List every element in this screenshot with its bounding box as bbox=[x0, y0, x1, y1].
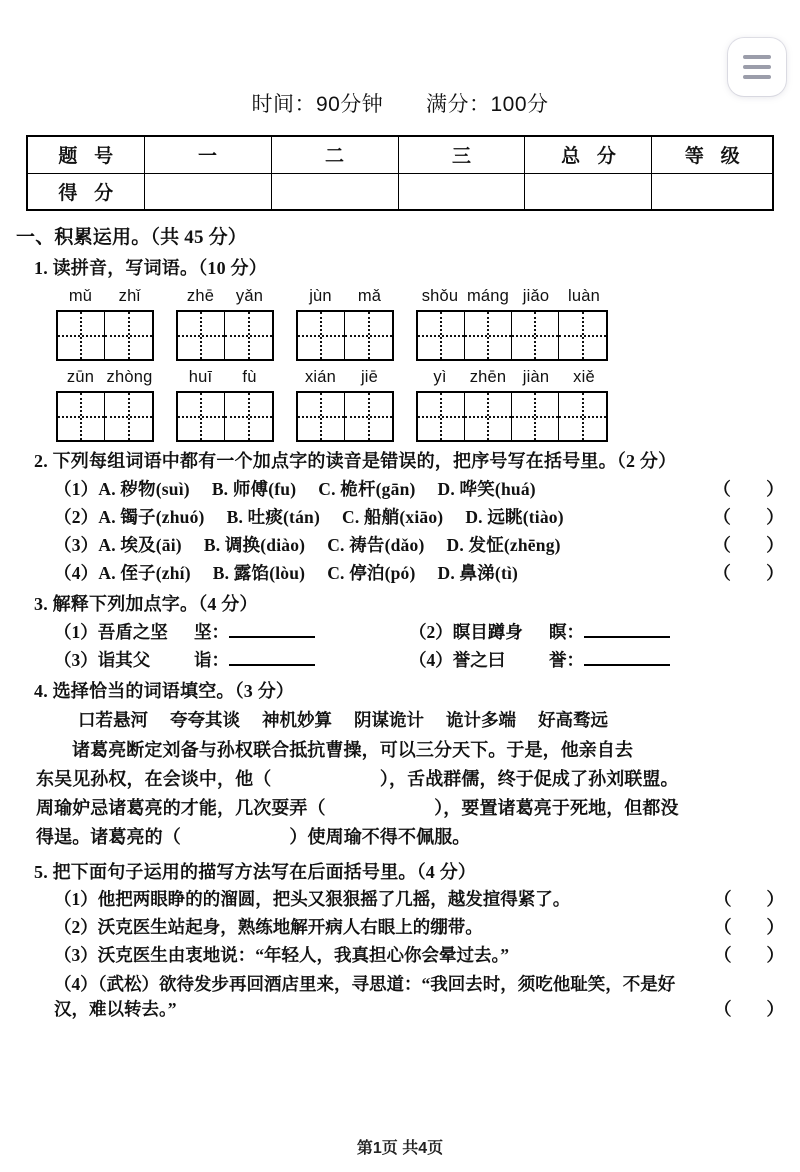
explain-item bbox=[409, 647, 764, 672]
sentence-item bbox=[54, 887, 784, 912]
choice-option[interactable]: C. 桅杆(gān) bbox=[318, 479, 416, 499]
pinyin-word-group bbox=[176, 368, 274, 442]
hamburger-menu-icon bbox=[743, 65, 771, 69]
table-row bbox=[27, 136, 773, 173]
score-table bbox=[26, 135, 774, 211]
explain-row bbox=[54, 619, 784, 644]
answer-parenthesis[interactable]: （ ） bbox=[714, 917, 784, 937]
pinyin-syllable: yì bbox=[433, 368, 447, 386]
question-5-items bbox=[16, 887, 784, 1023]
character-grid[interactable] bbox=[56, 391, 154, 442]
score-cell-grade[interactable] bbox=[652, 173, 773, 210]
character-grid-cell[interactable] bbox=[418, 393, 465, 440]
pinyin-label bbox=[56, 368, 154, 387]
explain-phrase: （1）吾盾之坚 bbox=[54, 622, 168, 642]
character-grid[interactable] bbox=[56, 310, 154, 361]
choice-line bbox=[54, 560, 784, 585]
choice-option[interactable]: B. 露馅(lòu) bbox=[212, 563, 306, 583]
answer-blank[interactable] bbox=[584, 649, 670, 666]
choice-option[interactable]: B. 吐痰(tán) bbox=[226, 507, 320, 527]
item-number: （1） bbox=[54, 888, 98, 909]
score-table-header-3: 三 bbox=[398, 136, 525, 173]
score-cell-total[interactable] bbox=[525, 173, 652, 210]
sentence-item bbox=[54, 943, 784, 968]
passage-text: 诸葛亮断定刘备与孙权联合抵抗曹操，可以三分天下。于是，他亲自去 bbox=[72, 740, 634, 760]
answer-parenthesis[interactable]: （ ） bbox=[713, 535, 784, 555]
choice-option[interactable]: A. 侄子(zhí) bbox=[98, 563, 191, 583]
score-table-row-label: 得 分 bbox=[27, 173, 144, 210]
pinyin-row bbox=[16, 287, 784, 361]
character-grid-cell[interactable] bbox=[559, 312, 606, 359]
answer-parenthesis[interactable]: （ ） bbox=[713, 479, 784, 499]
question-4-title: 4. 选择恰当的词语填空。（3 分） bbox=[34, 681, 295, 701]
pinyin-label bbox=[416, 287, 608, 306]
pinyin-row bbox=[16, 368, 784, 442]
question-3-items bbox=[16, 619, 784, 672]
character-grid-cell[interactable] bbox=[512, 393, 559, 440]
pinyin-word-group bbox=[56, 287, 154, 361]
choice-option[interactable]: D. 发怔(zhēng) bbox=[446, 535, 561, 555]
pinyin-syllable: fù bbox=[242, 368, 257, 386]
character-grid-cell[interactable] bbox=[512, 312, 559, 359]
pinyin-word-group bbox=[296, 368, 394, 442]
pinyin-label bbox=[56, 287, 154, 306]
pinyin-syllable: jiàn bbox=[522, 368, 550, 386]
pinyin-syllable: xián bbox=[304, 368, 337, 386]
choice-option[interactable]: D. 远眺(tiào) bbox=[465, 507, 564, 527]
character-grid[interactable] bbox=[296, 310, 394, 361]
table-row bbox=[27, 173, 773, 210]
sentence-item bbox=[54, 915, 784, 940]
pinyin-syllable: zhòng bbox=[106, 368, 153, 386]
choice-line bbox=[54, 504, 784, 529]
character-grid-cell[interactable] bbox=[298, 393, 345, 440]
word-bank-item[interactable]: 神机妙算 bbox=[262, 710, 332, 730]
word-bank-item[interactable]: 好高骛远 bbox=[538, 710, 608, 730]
character-grid-cell[interactable] bbox=[58, 312, 105, 359]
character-grid-cell[interactable] bbox=[465, 393, 512, 440]
pinyin-label bbox=[296, 287, 394, 306]
question-4-word-bank bbox=[78, 707, 784, 732]
choice-line bbox=[54, 532, 784, 557]
exam-time: 时间：90分钟 bbox=[251, 93, 384, 116]
question-1-title: 1. 读拼音，写词语。（10 分） bbox=[34, 258, 267, 278]
pinyin-word-group bbox=[416, 287, 608, 361]
passage-line: 周瑜妒忌诸葛亮的才能，几次耍弄（ ），要置诸葛亮于死地，但都没 bbox=[36, 798, 679, 819]
question-3-title: 3. 解释下列加点字。（4 分） bbox=[34, 594, 258, 614]
item-number: （2） bbox=[54, 917, 98, 937]
exam-meta-line bbox=[0, 0, 800, 118]
answer-blank[interactable] bbox=[229, 649, 315, 666]
choice-option[interactable]: D. 鼻涕(tì) bbox=[437, 563, 519, 583]
answer-parenthesis[interactable]: （ ） bbox=[713, 507, 784, 527]
pinyin-word-group bbox=[416, 368, 608, 442]
pinyin-word-group bbox=[296, 287, 394, 361]
score-table-header-total: 总 分 bbox=[525, 136, 652, 173]
character-grid-cell[interactable] bbox=[178, 312, 225, 359]
pinyin-syllable: zhēn bbox=[469, 368, 507, 386]
choice-option[interactable]: A. 埃及(āi) bbox=[98, 535, 182, 555]
character-grid-cell[interactable] bbox=[58, 393, 105, 440]
word-bank-item[interactable]: 诡计多端 bbox=[446, 710, 516, 730]
answer-parenthesis[interactable]: （ ） bbox=[714, 945, 784, 966]
sentence-text: 沃克医生由衷地说：“年轻人，我真担心你会晕过去。” bbox=[97, 945, 509, 966]
choice-option[interactable]: C. 祷告(dǎo) bbox=[327, 535, 425, 555]
item-number: （3） bbox=[54, 535, 99, 555]
pinyin-label bbox=[296, 368, 394, 387]
choice-option[interactable]: B. 师傅(fu) bbox=[211, 479, 297, 499]
pinyin-syllable: mǎ bbox=[357, 287, 382, 305]
choice-option[interactable]: D. 哗笑(huá) bbox=[437, 479, 536, 499]
explain-phrase: （3）诣其父 bbox=[54, 650, 151, 670]
choice-option[interactable]: A. 镯子(zhuó) bbox=[98, 507, 205, 527]
character-grid[interactable] bbox=[416, 310, 608, 361]
explain-phrase: （2）瞑目蹲身 bbox=[409, 622, 523, 642]
pinyin-syllable: shǒu bbox=[421, 287, 459, 305]
score-table-header-1: 一 bbox=[144, 136, 271, 173]
hamburger-menu-button[interactable] bbox=[728, 38, 786, 96]
item-number: （4） bbox=[54, 563, 99, 583]
score-table-header-2: 二 bbox=[271, 136, 398, 173]
pinyin-syllable: jiē bbox=[360, 368, 379, 386]
choice-line bbox=[54, 476, 784, 501]
character-grid-cell[interactable] bbox=[559, 393, 606, 440]
pinyin-label bbox=[176, 287, 274, 306]
sentence-line-2: 汉，难以转去。” bbox=[54, 999, 177, 1020]
character-grid-cell[interactable] bbox=[225, 393, 272, 440]
hamburger-menu-icon bbox=[743, 75, 771, 79]
choice-option[interactable]: C. 停泊(pó) bbox=[327, 563, 416, 583]
answer-parenthesis[interactable]: （ ） bbox=[714, 888, 784, 909]
choice-option[interactable]: B. 调换(diào) bbox=[203, 535, 306, 555]
pinyin-syllable: zhē bbox=[186, 287, 215, 305]
explain-key-label: 誉： bbox=[549, 650, 584, 670]
choice-option[interactable]: A. 秽物(suì) bbox=[98, 479, 190, 499]
explain-key-label: 诣： bbox=[194, 650, 229, 670]
explain-key-label: 坚： bbox=[194, 622, 229, 642]
item-number: （4） bbox=[54, 973, 98, 994]
score-cell-1[interactable] bbox=[144, 173, 271, 210]
pinyin-syllable: jiǎo bbox=[522, 287, 550, 305]
answer-parenthesis[interactable]: （ ） bbox=[713, 563, 784, 583]
question-4-passage bbox=[36, 736, 784, 853]
character-grid-cell[interactable] bbox=[225, 312, 272, 359]
explain-item bbox=[54, 619, 409, 644]
character-grid-cell[interactable] bbox=[345, 393, 392, 440]
pinyin-syllable: máng bbox=[466, 287, 510, 305]
answer-blank[interactable] bbox=[584, 621, 670, 638]
explain-key-label: 瞑： bbox=[549, 622, 584, 642]
question-2-items bbox=[16, 476, 784, 585]
character-grid[interactable] bbox=[416, 391, 608, 442]
character-grid[interactable] bbox=[176, 310, 274, 361]
sentence-text bbox=[54, 972, 784, 997]
character-grid[interactable] bbox=[176, 391, 274, 442]
character-grid-cell[interactable] bbox=[298, 312, 345, 359]
pinyin-word-group bbox=[56, 368, 154, 442]
score-cell-3[interactable] bbox=[398, 173, 525, 210]
explain-phrase: （4）誉之曰 bbox=[409, 650, 506, 670]
pinyin-grid-area bbox=[16, 287, 784, 442]
hamburger-menu-icon bbox=[743, 55, 771, 59]
explain-row bbox=[54, 647, 784, 672]
character-grid-cell[interactable] bbox=[465, 312, 512, 359]
pinyin-label bbox=[176, 368, 274, 387]
item-number: （2） bbox=[54, 507, 99, 527]
passage-line bbox=[36, 736, 784, 765]
character-grid[interactable] bbox=[296, 391, 394, 442]
passage-line: 东吴见孙权，在会谈中，他（ ），舌战群儒，终于促成了孙刘联盟。 bbox=[36, 769, 679, 790]
question-5-title: 5. 把下面句子运用的描写方法写在后面括号里。（4 分） bbox=[34, 861, 477, 882]
character-grid-cell[interactable] bbox=[345, 312, 392, 359]
pinyin-syllable: yǎn bbox=[235, 287, 264, 305]
exam-total-score: 满分：100分 bbox=[426, 93, 549, 116]
passage-line: 得逞。诸葛亮的（ ）使周瑜不得不佩服。 bbox=[36, 827, 471, 848]
pinyin-syllable: zūn bbox=[66, 368, 95, 386]
pinyin-label bbox=[416, 368, 608, 387]
character-grid-cell[interactable] bbox=[418, 312, 465, 359]
word-bank-item[interactable]: 口若悬河 bbox=[78, 710, 148, 730]
pinyin-syllable: huī bbox=[188, 368, 213, 386]
sentence-line-1: （武松）欲待发步再回酒店里来，寻思道：“我回去时，须吃他耻笑，不是好 bbox=[97, 973, 676, 994]
word-bank-item[interactable]: 阴谋诡计 bbox=[354, 710, 424, 730]
pinyin-syllable: jùn bbox=[309, 287, 332, 305]
character-grid-cell[interactable] bbox=[178, 393, 225, 440]
explain-item bbox=[409, 619, 764, 644]
sentence-text: 沃克医生站起身，熟练地解开病人右眼上的绷带。 bbox=[97, 917, 483, 937]
pinyin-syllable: xiě bbox=[573, 368, 595, 386]
character-grid-cell[interactable] bbox=[105, 312, 152, 359]
question-2-title: 2. 下列每组词语中都有一个加点字的读音是错误的，把序号写在括号里。（2 分） bbox=[34, 451, 677, 471]
pinyin-word-group bbox=[176, 287, 274, 361]
page-footer: 第1页 共4页 bbox=[356, 1140, 444, 1157]
answer-blank[interactable] bbox=[229, 621, 315, 638]
character-grid-cell[interactable] bbox=[105, 393, 152, 440]
pinyin-syllable: zhǐ bbox=[118, 287, 141, 305]
word-bank-item[interactable]: 夸夸其谈 bbox=[170, 710, 240, 730]
choice-option[interactable]: C. 船艄(xiāo) bbox=[341, 507, 444, 527]
score-table-header-label: 题 号 bbox=[27, 136, 144, 173]
sentence-text: 他把两眼睁的的溜圆，把头又狠狠摇了几摇，越发揎得紧了。 bbox=[97, 888, 571, 909]
answer-parenthesis[interactable]: （ ） bbox=[714, 999, 784, 1020]
section-title-1: 一、积累运用。（共 45 分） bbox=[16, 227, 248, 248]
explain-item bbox=[54, 647, 409, 672]
pinyin-syllable: mǔ bbox=[68, 287, 93, 305]
item-number: （3） bbox=[54, 945, 98, 966]
sentence-item bbox=[54, 972, 784, 1023]
item-number: （1） bbox=[54, 479, 99, 499]
score-table-header-grade: 等 级 bbox=[652, 136, 773, 173]
pinyin-syllable: luàn bbox=[568, 287, 600, 305]
score-cell-2[interactable] bbox=[271, 173, 398, 210]
